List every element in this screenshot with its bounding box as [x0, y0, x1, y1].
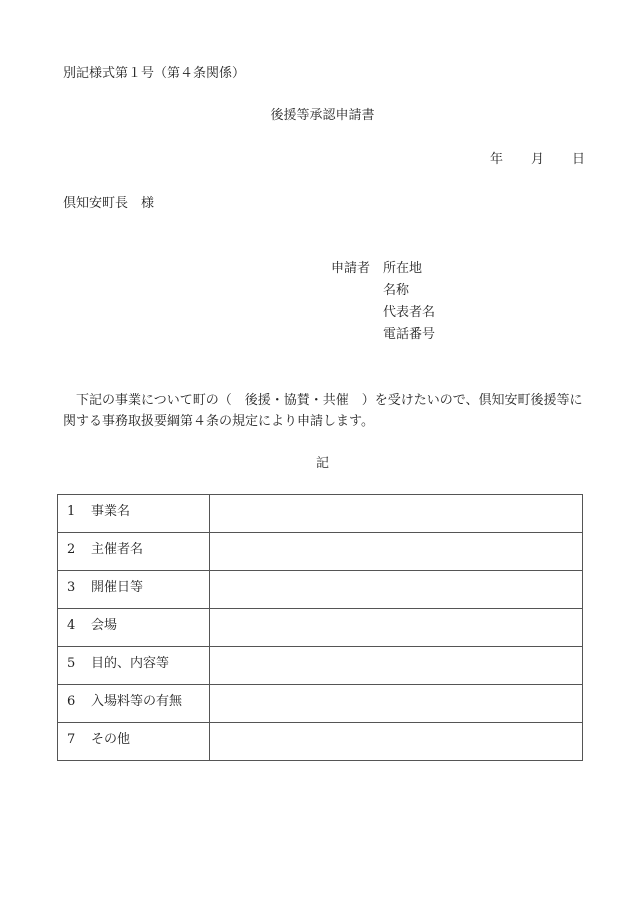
row-label-text: 入場料等の有無 — [91, 694, 183, 709]
row-number: 6 — [67, 694, 76, 709]
row-value-cell[interactable] — [210, 495, 583, 533]
row-value-cell[interactable] — [210, 571, 583, 609]
row-value-cell[interactable] — [210, 533, 583, 571]
table-row — [58, 571, 583, 609]
row-number: 4 — [67, 618, 76, 633]
date-line — [490, 152, 585, 168]
date-year: 年 — [490, 152, 504, 167]
row-label-text: 目的、内容等 — [91, 656, 170, 671]
form-number: 別記様式第１号（第４条関係） — [63, 66, 246, 81]
row-number: 2 — [67, 542, 76, 557]
row-label — [58, 609, 210, 647]
row-label — [58, 723, 210, 761]
row-value-cell[interactable] — [210, 647, 583, 685]
table-row — [58, 533, 583, 571]
document-title: 後援等承認申請書 — [270, 108, 375, 123]
date-month: 月 — [531, 152, 545, 167]
row-value-cell[interactable] — [210, 609, 583, 647]
ki-heading: 記 — [315, 456, 329, 471]
table-row — [58, 685, 583, 723]
row-label — [58, 533, 210, 571]
row-number: 3 — [67, 580, 76, 595]
row-label — [58, 571, 210, 609]
table-row — [58, 647, 583, 685]
table-row — [58, 495, 583, 533]
row-label-text: 会場 — [91, 618, 118, 633]
details-table — [57, 494, 583, 761]
row-label-text: その他 — [91, 732, 131, 747]
row-label — [58, 685, 210, 723]
applicant-field-representative: 代表者名 — [383, 305, 436, 320]
row-number: 5 — [67, 656, 76, 671]
row-value-cell[interactable] — [210, 685, 583, 723]
table-row — [58, 723, 583, 761]
addressee: 倶知安町長 様 — [63, 196, 155, 211]
applicant-field-address: 所在地 — [383, 261, 423, 276]
applicant-fields — [383, 261, 435, 349]
row-value-cell[interactable] — [210, 723, 583, 761]
date-day: 日 — [572, 152, 586, 167]
row-label-text: 開催日等 — [91, 580, 144, 595]
row-label — [58, 495, 210, 533]
applicant-label: 申請者 — [331, 261, 371, 276]
applicant-field-phone: 電話番号 — [383, 327, 436, 342]
table-row — [58, 609, 583, 647]
row-label-text: 事業名 — [91, 504, 131, 519]
row-number: 7 — [67, 732, 76, 747]
row-label — [58, 647, 210, 685]
row-label-text: 主催者名 — [91, 542, 144, 557]
body-paragraph: 下記の事業について町の（ 後援・協賛・共催 ）を受けたいので、倶知安町後援等に関する事務取扱要綱第４条の規定により申請します。 — [63, 393, 583, 429]
row-number: 1 — [67, 504, 76, 519]
applicant-field-name: 名称 — [383, 283, 410, 298]
